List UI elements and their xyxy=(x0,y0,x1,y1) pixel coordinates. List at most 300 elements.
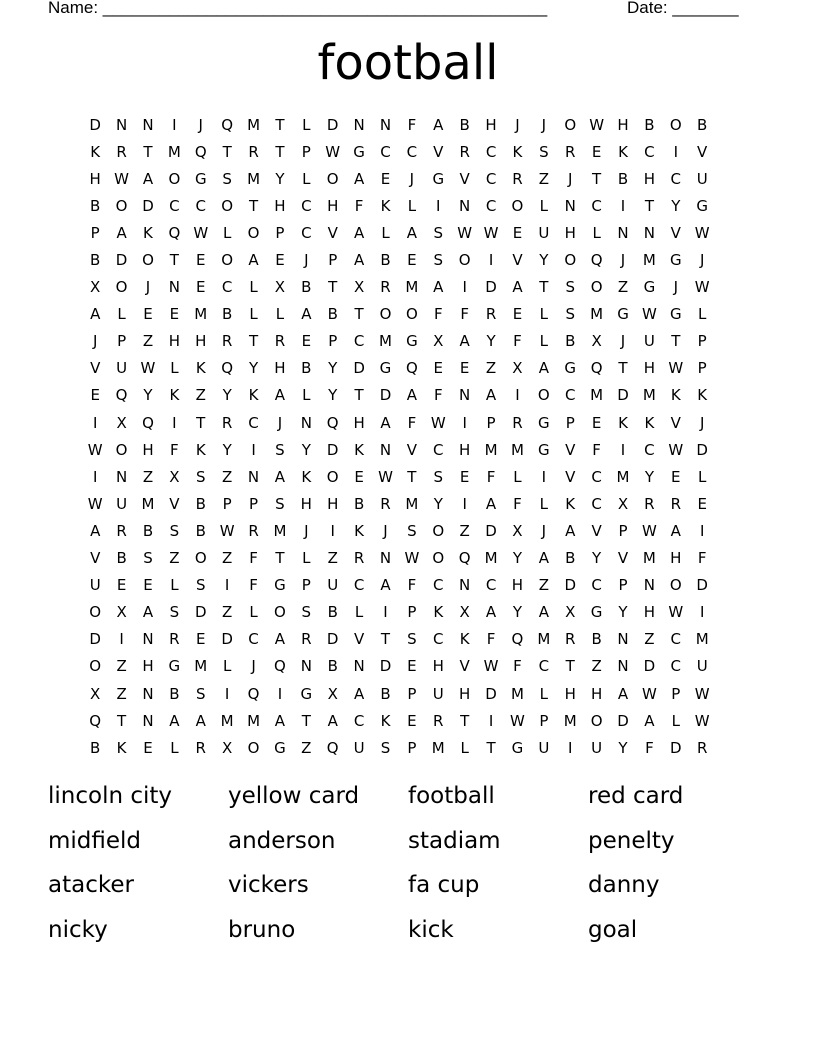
grid-letter: L xyxy=(539,494,549,513)
grid-letter: C xyxy=(353,576,365,595)
grid-letter: S xyxy=(380,738,391,757)
grid-letter: J xyxy=(409,169,415,188)
grid-letter: R xyxy=(221,413,233,432)
grid-letter: L xyxy=(222,223,232,242)
grid-row xyxy=(82,680,742,707)
grid-letter: W xyxy=(694,684,710,703)
grid-letter: T xyxy=(618,359,628,378)
grid-letter: V xyxy=(433,142,444,161)
grid-letter: F xyxy=(433,305,443,324)
grid-letter: R xyxy=(116,142,127,161)
grid-letter: E xyxy=(407,657,417,676)
grid-letter: E xyxy=(591,413,602,432)
grid-letter: Z xyxy=(142,467,154,486)
grid-letter: C xyxy=(644,142,655,161)
grid-letter: T xyxy=(275,549,285,568)
grid-letter: P xyxy=(618,576,628,595)
grid-letter: F xyxy=(486,467,496,486)
grid-letter: D xyxy=(696,440,708,459)
grid-letter: P xyxy=(117,332,127,351)
grid-letter: I xyxy=(462,494,467,513)
grid-letter: A xyxy=(406,223,418,242)
grid-row xyxy=(82,599,742,626)
grid-letter: T xyxy=(248,196,259,215)
word-list-item: penelty xyxy=(588,827,675,854)
grid-letter: E xyxy=(459,359,470,378)
grid-letter: B xyxy=(301,359,312,378)
grid-letter: D xyxy=(617,386,629,405)
grid-letter: J xyxy=(304,251,309,270)
grid-letter: C xyxy=(301,223,312,242)
grid-letter: A xyxy=(617,684,629,703)
grid-letter: M xyxy=(194,657,208,676)
grid-letter: B xyxy=(565,549,576,568)
grid-letter: Z xyxy=(142,332,154,351)
grid-letter: W xyxy=(641,521,657,540)
grid-letter: O xyxy=(564,251,577,270)
grid-letter: N xyxy=(459,576,471,595)
grid-letter: I xyxy=(488,251,494,270)
grid-letter: N xyxy=(115,467,128,486)
grid-letter: W xyxy=(430,413,446,432)
grid-row xyxy=(82,436,742,463)
grid-letter: Z xyxy=(538,576,549,595)
grid-letter: Z xyxy=(222,467,233,486)
grid-letter: M xyxy=(405,278,419,297)
grid-letter: R xyxy=(195,738,206,757)
grid-letter: K xyxy=(459,630,470,649)
grid-letter: L xyxy=(539,196,549,215)
grid-letter: L xyxy=(381,223,390,242)
grid-letter: L xyxy=(249,278,258,297)
grid-letter: H xyxy=(511,576,524,595)
grid-letter: C xyxy=(564,386,576,405)
grid-letter: O xyxy=(405,305,418,324)
grid-letter: A xyxy=(538,549,549,568)
grid-letter: N xyxy=(617,223,629,242)
grid-letter: A xyxy=(353,223,365,242)
grid-letter: I xyxy=(224,576,230,595)
grid-letter: O xyxy=(379,305,392,324)
grid-letter: H xyxy=(459,684,471,703)
grid-letter: P xyxy=(328,251,338,270)
grid-letter: W xyxy=(694,223,710,242)
grid-letter: K xyxy=(301,467,312,486)
grid-letter: W xyxy=(87,494,103,513)
grid-letter: K xyxy=(618,142,628,161)
grid-letter: P xyxy=(407,738,417,757)
grid-letter: C xyxy=(670,630,682,649)
grid-letter: M xyxy=(247,115,261,134)
grid-letter: H xyxy=(643,359,656,378)
grid-letter: B xyxy=(380,251,391,270)
grid-letter: R xyxy=(565,630,576,649)
grid-letter: S xyxy=(301,603,312,622)
grid-letter: A xyxy=(485,603,497,622)
grid-letter: C xyxy=(670,169,682,188)
grid-letter: D xyxy=(142,196,154,215)
grid-letter: A xyxy=(274,467,286,486)
grid-letter: Q xyxy=(458,549,471,568)
grid-letter: H xyxy=(300,494,312,513)
grid-letter: L xyxy=(117,305,126,324)
grid-letter: V xyxy=(90,549,101,568)
grid-letter: H xyxy=(564,223,576,242)
grid-letter: U xyxy=(696,657,708,676)
grid-letter: W xyxy=(378,467,393,486)
grid-letter: Z xyxy=(116,657,127,676)
grid-letter: R xyxy=(512,169,523,188)
grid-letter: U xyxy=(538,223,550,242)
grid-letter: Y xyxy=(301,440,311,459)
grid-letter: Z xyxy=(538,169,549,188)
grid-letter: O xyxy=(326,169,339,188)
grid-row xyxy=(82,382,742,409)
grid-letter: V xyxy=(591,521,602,540)
grid-letter: H xyxy=(274,359,286,378)
grid-letter: T xyxy=(143,142,153,161)
grid-letter: F xyxy=(249,576,258,595)
grid-letter: N xyxy=(459,386,471,405)
grid-letter: N xyxy=(379,549,392,568)
grid-letter: H xyxy=(459,440,471,459)
grid-letter: O xyxy=(194,549,207,568)
grid-letter: L xyxy=(275,305,285,324)
grid-letter: Z xyxy=(116,684,127,703)
grid-letter: W xyxy=(694,278,710,297)
grid-letter: R xyxy=(380,494,391,513)
grid-letter: O xyxy=(221,251,234,270)
grid-letter: A xyxy=(142,603,154,622)
grid-letter: Y xyxy=(618,738,628,757)
grid-letter: T xyxy=(222,142,232,161)
grid-letter: I xyxy=(251,440,256,459)
grid-letter: L xyxy=(302,169,311,188)
grid-letter: N xyxy=(643,576,656,595)
grid-letter: H xyxy=(485,115,497,134)
grid-letter: J xyxy=(699,251,705,270)
grid-letter: B xyxy=(617,169,629,188)
grid-letter: Q xyxy=(115,386,128,405)
grid-letter: T xyxy=(169,251,179,270)
grid-letter: E xyxy=(697,494,707,513)
grid-row xyxy=(82,219,742,246)
grid-letter: M xyxy=(642,549,656,568)
grid-letter: F xyxy=(486,630,496,649)
grid-letter: V xyxy=(169,494,180,513)
grid-letter: A xyxy=(459,332,470,351)
grid-letter: C xyxy=(353,332,365,351)
grid-row xyxy=(82,192,742,219)
grid-letter: F xyxy=(592,440,601,459)
grid-letter: L xyxy=(539,332,549,351)
grid-letter: B xyxy=(90,251,101,270)
grid-letter: E xyxy=(196,630,206,649)
grid-letter: X xyxy=(327,684,338,703)
grid-letter: L xyxy=(592,223,601,242)
word-list-item: red card xyxy=(588,783,684,809)
grid-letter: O xyxy=(115,278,128,297)
grid-letter: O xyxy=(590,711,603,730)
grid-letter: V xyxy=(459,169,470,188)
grid-letter: V xyxy=(697,142,708,161)
word-list-item: fa cup xyxy=(408,872,480,898)
grid-letter: S xyxy=(433,467,444,486)
grid-row xyxy=(82,545,742,572)
grid-letter: C xyxy=(538,657,550,676)
grid-letter: J xyxy=(673,278,678,297)
grid-row xyxy=(82,246,742,273)
grid-letter: D xyxy=(221,630,233,649)
grid-letter: R xyxy=(169,630,180,649)
grid-letter: L xyxy=(460,738,469,757)
grid-letter: X xyxy=(459,603,470,622)
grid-letter: B xyxy=(301,278,312,297)
grid-letter: N xyxy=(300,413,312,432)
grid-letter: F xyxy=(407,576,417,595)
grid-letter: T xyxy=(117,711,127,730)
grid-letter: A xyxy=(485,386,497,405)
grid-letter: G xyxy=(168,657,181,676)
grid-letter: B xyxy=(565,332,576,351)
grid-letter: M xyxy=(405,494,419,513)
grid-letter: I xyxy=(92,413,98,432)
grid-letter: C xyxy=(591,494,602,513)
grid-letter: Z xyxy=(459,521,470,540)
grid-letter: F xyxy=(407,413,417,432)
grid-letter: Q xyxy=(590,359,603,378)
grid-letter: I xyxy=(277,684,283,703)
grid-letter: V xyxy=(327,223,338,242)
grid-letter: T xyxy=(592,169,602,188)
grid-letter: J xyxy=(699,413,705,432)
grid-letter: Z xyxy=(222,549,233,568)
grid-letter: X xyxy=(512,359,523,378)
grid-letter: C xyxy=(169,196,180,215)
grid-letter: F xyxy=(170,440,179,459)
grid-letter: Q xyxy=(142,413,154,432)
grid-letter: C xyxy=(485,169,497,188)
grid-letter: D xyxy=(670,738,682,757)
grid-letter: R xyxy=(248,521,259,540)
grid-letter: T xyxy=(380,630,391,649)
grid-letter: B xyxy=(195,521,206,540)
grid-letter: P xyxy=(565,413,575,432)
grid-letter: M xyxy=(484,549,498,568)
grid-letter: R xyxy=(670,494,681,513)
grid-letter: T xyxy=(301,711,311,730)
grid-letter: Q xyxy=(168,223,181,242)
word-list-item: goal xyxy=(588,916,638,943)
grid-letter: V xyxy=(90,359,101,378)
grid-letter: A xyxy=(116,223,127,242)
grid-letter: T xyxy=(354,386,364,405)
grid-letter: J xyxy=(251,657,256,676)
grid-letter: O xyxy=(537,386,550,405)
grid-letter: L xyxy=(170,359,179,378)
grid-letter: I xyxy=(224,684,230,703)
grid-letter: D xyxy=(485,521,497,540)
grid-letter: V xyxy=(565,467,576,486)
grid-letter: X xyxy=(222,738,233,757)
grid-letter: H xyxy=(564,684,576,703)
grid-letter: T xyxy=(328,278,338,297)
grid-letter: J xyxy=(277,413,283,432)
grid-letter: X xyxy=(512,521,523,540)
grid-letter: K xyxy=(195,440,206,459)
grid-letter: S xyxy=(275,494,285,513)
grid-letter: O xyxy=(432,521,445,540)
word-list-item: anderson xyxy=(228,827,336,854)
grid-letter: J xyxy=(383,521,388,540)
grid-letter: N xyxy=(142,711,154,730)
grid-letter: J xyxy=(92,332,98,351)
grid-letter: E xyxy=(380,169,391,188)
grid-letter: G xyxy=(274,738,286,757)
grid-letter: O xyxy=(669,115,682,134)
grid-letter: R xyxy=(644,494,655,513)
grid-letter: A xyxy=(90,521,101,540)
grid-row xyxy=(82,274,742,301)
grid-letter: R xyxy=(116,521,127,540)
date-field-label: Date: _______ xyxy=(627,0,739,17)
grid-letter: X xyxy=(617,494,629,513)
grid-letter: M xyxy=(220,711,234,730)
grid-letter: A xyxy=(380,576,391,595)
grid-letter: U xyxy=(643,332,655,351)
grid-letter: D xyxy=(379,386,392,405)
grid-letter: E xyxy=(196,278,206,297)
grid-letter: A xyxy=(248,251,259,270)
grid-letter: Z xyxy=(327,549,338,568)
grid-letter: W xyxy=(325,142,341,161)
grid-letter: I xyxy=(172,413,177,432)
grid-letter: L xyxy=(302,115,311,134)
grid-letter: U xyxy=(327,576,339,595)
grid-letter: S xyxy=(433,223,444,242)
grid-letter: X xyxy=(116,603,127,622)
grid-letter: A xyxy=(670,521,681,540)
grid-letter: Q xyxy=(247,684,260,703)
grid-letter: B xyxy=(697,115,708,134)
grid-letter: E xyxy=(459,467,470,486)
grid-letter: K xyxy=(670,386,681,405)
word-list-item: midfield xyxy=(48,827,142,854)
grid-letter: V xyxy=(406,440,418,459)
grid-letter: Q xyxy=(405,359,418,378)
word-list-item: lincoln city xyxy=(48,783,173,809)
grid-letter: X xyxy=(591,332,602,351)
grid-letter: W xyxy=(457,223,473,242)
grid-letter: B xyxy=(353,494,365,513)
grid-letter: E xyxy=(671,467,681,486)
grid-letter: V xyxy=(459,657,470,676)
grid-letter: H xyxy=(327,494,339,513)
grid-letter: P xyxy=(222,494,232,513)
word-list-item: stadiam xyxy=(408,827,501,854)
grid-letter: O xyxy=(115,196,128,215)
grid-letter: R xyxy=(301,630,312,649)
grid-letter: I xyxy=(436,196,441,215)
grid-letter: Q xyxy=(326,413,339,432)
grid-letter: G xyxy=(274,576,286,595)
grid-letter: J xyxy=(145,278,151,297)
grid-letter: W xyxy=(510,711,525,730)
grid-letter: T xyxy=(644,196,654,215)
grid-letter: D xyxy=(379,657,392,676)
grid-letter: C xyxy=(591,467,602,486)
word-list-item: atacker xyxy=(48,872,134,898)
grid-letter: D xyxy=(115,251,128,270)
grid-letter: Y xyxy=(275,169,285,188)
grid-letter: J xyxy=(541,115,547,134)
grid-letter: B xyxy=(169,684,180,703)
grid-letter: M xyxy=(642,386,656,405)
grid-letter: D xyxy=(89,630,101,649)
grid-letter: A xyxy=(301,305,312,324)
grid-letter: S xyxy=(169,521,180,540)
grid-letter: E xyxy=(591,142,602,161)
grid-letter: A xyxy=(274,386,286,405)
grid-letter: F xyxy=(433,386,443,405)
grid-letter: B xyxy=(591,630,602,649)
grid-letter: W xyxy=(219,521,235,540)
puzzle-title: football xyxy=(317,35,499,91)
grid-letter: G xyxy=(353,142,365,161)
grid-letter: S xyxy=(195,576,206,595)
grid-letter: Y xyxy=(539,251,549,270)
grid-letter: K xyxy=(169,386,180,405)
grid-letter: S xyxy=(169,603,180,622)
grid-letter: N xyxy=(115,115,128,134)
grid-letter: T xyxy=(407,467,417,486)
grid-letter: Z xyxy=(485,359,497,378)
grid-letter: D xyxy=(326,115,339,134)
grid-letter: U xyxy=(538,738,550,757)
grid-letter: Y xyxy=(512,549,523,568)
grid-letter: V xyxy=(353,630,365,649)
grid-letter: J xyxy=(620,251,626,270)
grid-letter: I xyxy=(119,630,124,649)
grid-letter: D xyxy=(194,603,207,622)
grid-letter: Y xyxy=(222,440,232,459)
grid-letter: C xyxy=(591,196,602,215)
grid-letter: O xyxy=(168,169,181,188)
grid-letter: K xyxy=(433,603,444,622)
grid-letter: I xyxy=(673,142,678,161)
grid-letter: D xyxy=(485,278,497,297)
grid-letter: Q xyxy=(511,630,524,649)
grid-letter: T xyxy=(196,413,206,432)
word-list-item: football xyxy=(408,783,495,809)
grid-letter: H xyxy=(274,196,286,215)
grid-letter: T xyxy=(671,332,681,351)
grid-letter: S xyxy=(565,278,575,297)
grid-letter: R xyxy=(696,738,708,757)
grid-letter: L xyxy=(539,305,549,324)
grid-letter: H xyxy=(590,684,603,703)
grid-letter: G xyxy=(300,684,313,703)
grid-letter: N xyxy=(142,684,154,703)
grid-letter: R xyxy=(512,413,523,432)
grid-row xyxy=(82,734,742,761)
grid-letter: Y xyxy=(328,386,338,405)
grid-letter: W xyxy=(87,440,103,459)
word-list-item: bruno xyxy=(228,916,296,943)
grid-letter: K xyxy=(644,413,655,432)
grid-letter: O xyxy=(432,549,445,568)
grid-letter: P xyxy=(328,332,338,351)
